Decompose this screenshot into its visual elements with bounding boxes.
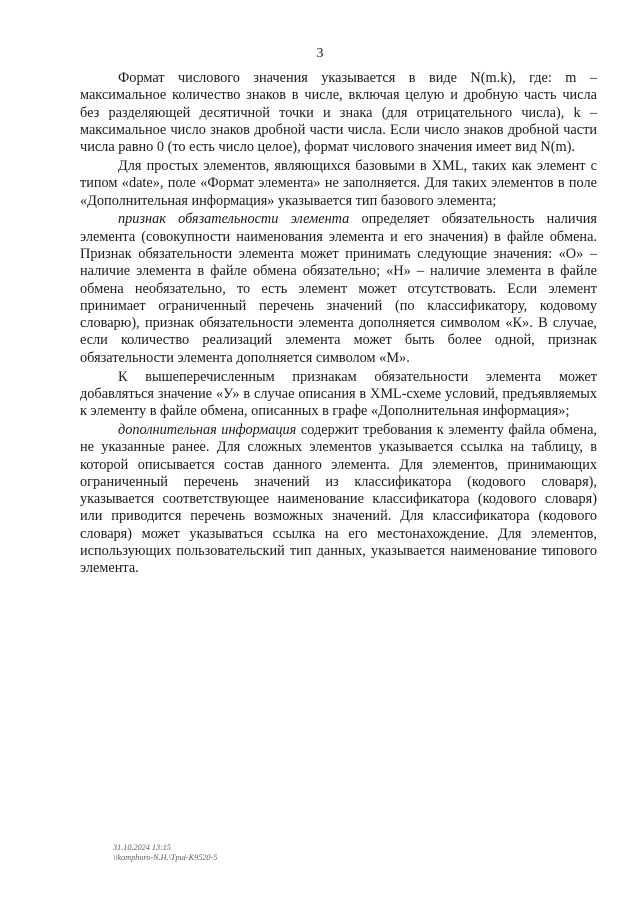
footer-timestamp: 31.10.2024 13:15 [113,843,171,852]
paragraph-additional-info [80,422,597,578]
paragraph-text: Формат числового значения указывается в виде N(m.k), где: m – максимальное количество знаков в числе, включая целую и дробную часть числа без разделяющей десятичной точки и знака (для отрицательного числа), k – максимальное число знаков дробной части числа. Если число знаков дробной части числа равно 0 (то есть число целое), формат числового значения имеет вид N(m). [80,70,597,156]
document-body [80,70,597,579]
paragraph-text: Для простых элементов, являющихся базовыми в XML, таких как элемент с типом «date», поле «Формат элемента» не заполняется. Для таких элементов в поле «Дополнительная информация» указывается тип базового элемента; [80,157,597,209]
footer-stamp [113,843,217,863]
paragraph-text: К вышеперечисленным признакам обязательности элемента может добавляться значение «У» в случае описания в XML-схеме условий, предъявляемых к элементу в файле обмена, описанных в графе «Дополнительная информация»; [80,368,597,420]
footer-signature: \\komphuro-N.H.\Tpui-K9520-5 [113,853,218,862]
page-number: 3 [316,46,324,61]
paragraph-value-u [80,369,597,421]
term-italic: дополнительная информация [118,421,297,438]
paragraph-base-elements [80,158,597,210]
paragraph-obligation-sign [80,211,597,367]
paragraph-text: определяет обязательность наличия элемента (совокупности наименования элемента и его значения) в файле обмена. Признак обязательности элемента может принимать следующие значения: «О» – наличие элемента в файле обмена обязательно; «Н» – наличие элемента в файле обмена необязательно, то есть элемент может отсутствовать. Если элемент принимает ограниченный перечень значений (по классификатору, кодовому словарю), признак обязательности элемента дополняется символом «К». В случае, если количество реализаций элемента может быть более одной, признак обязательности элемента дополняется символом «М». [80,211,597,366]
paragraph-number-format [80,70,597,156]
paragraph-text: содержит требования к элементу файла обмена, не указанные ранее. Для сложных элементов указывается ссылка на таблицу, в которой описывается состав данного элемента. Для элементов, принимающих ограниченный перечень значений из классификатора (кодового словаря), указывается соответствующее наименование классификатора (кодового словаря) или приводится перечень возможных значений. Для классификатора (кодового словаря) может указываться ссылка на его местонахождение. Для элементов, использующих пользовательский тип данных, указывается наименование типового элемента. [80,421,597,577]
term-italic: признак обязательности элемента [118,211,350,228]
